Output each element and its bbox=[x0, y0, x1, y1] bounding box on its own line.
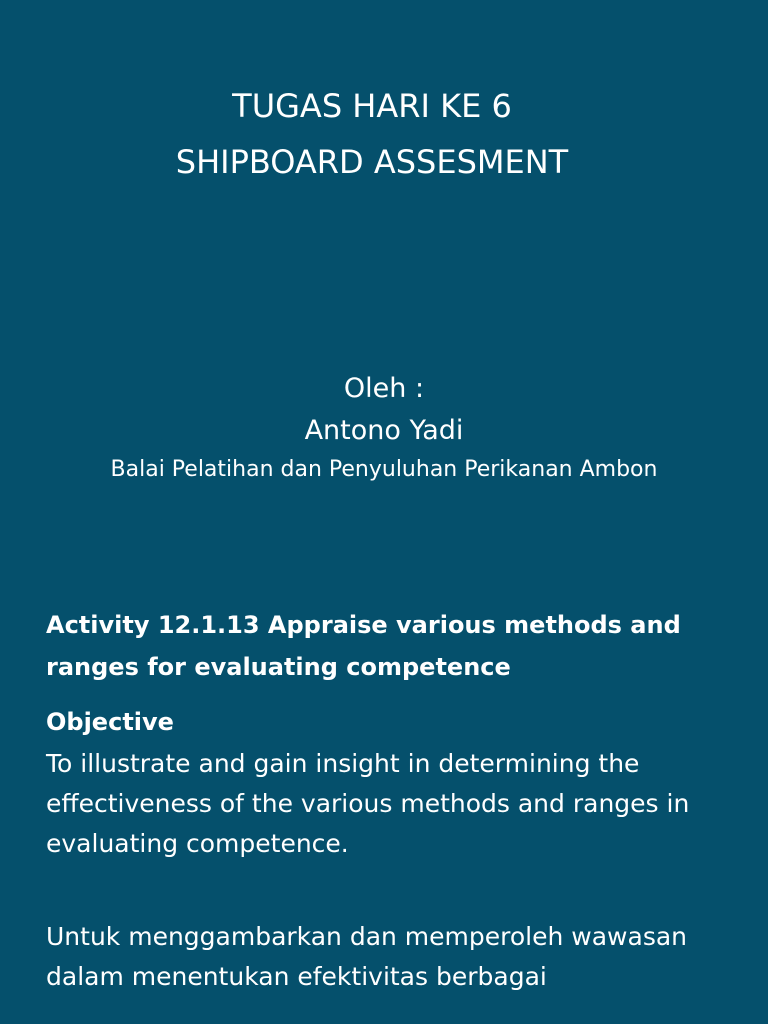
slide-title bbox=[0, 78, 744, 190]
activity-heading: Activity 12.1.13 Appraise various methods and ranges for evaluating competence bbox=[46, 611, 681, 681]
objective-text-english: To illustrate and gain insight in determining the effectiveness of the various methods and ranges in evaluating competence. bbox=[46, 749, 690, 858]
objective-text-indonesian: Untuk menggambarkan dan memperoleh wawasan dalam menentukan efektivitas berbagai bbox=[46, 922, 688, 991]
author-section bbox=[0, 368, 768, 488]
author-institution: Balai Pelatihan dan Penyuluhan Perikanan Ambon bbox=[110, 457, 658, 482]
content-section bbox=[46, 604, 746, 997]
title-line-1: TUGAS HARI KE 6 bbox=[232, 87, 512, 125]
author-name: Antono Yadi bbox=[304, 415, 464, 446]
by-label: Oleh : bbox=[343, 373, 425, 404]
objective-heading: Objective bbox=[46, 708, 174, 736]
title-line-2: SHIPBOARD ASSESMENT bbox=[175, 143, 569, 181]
